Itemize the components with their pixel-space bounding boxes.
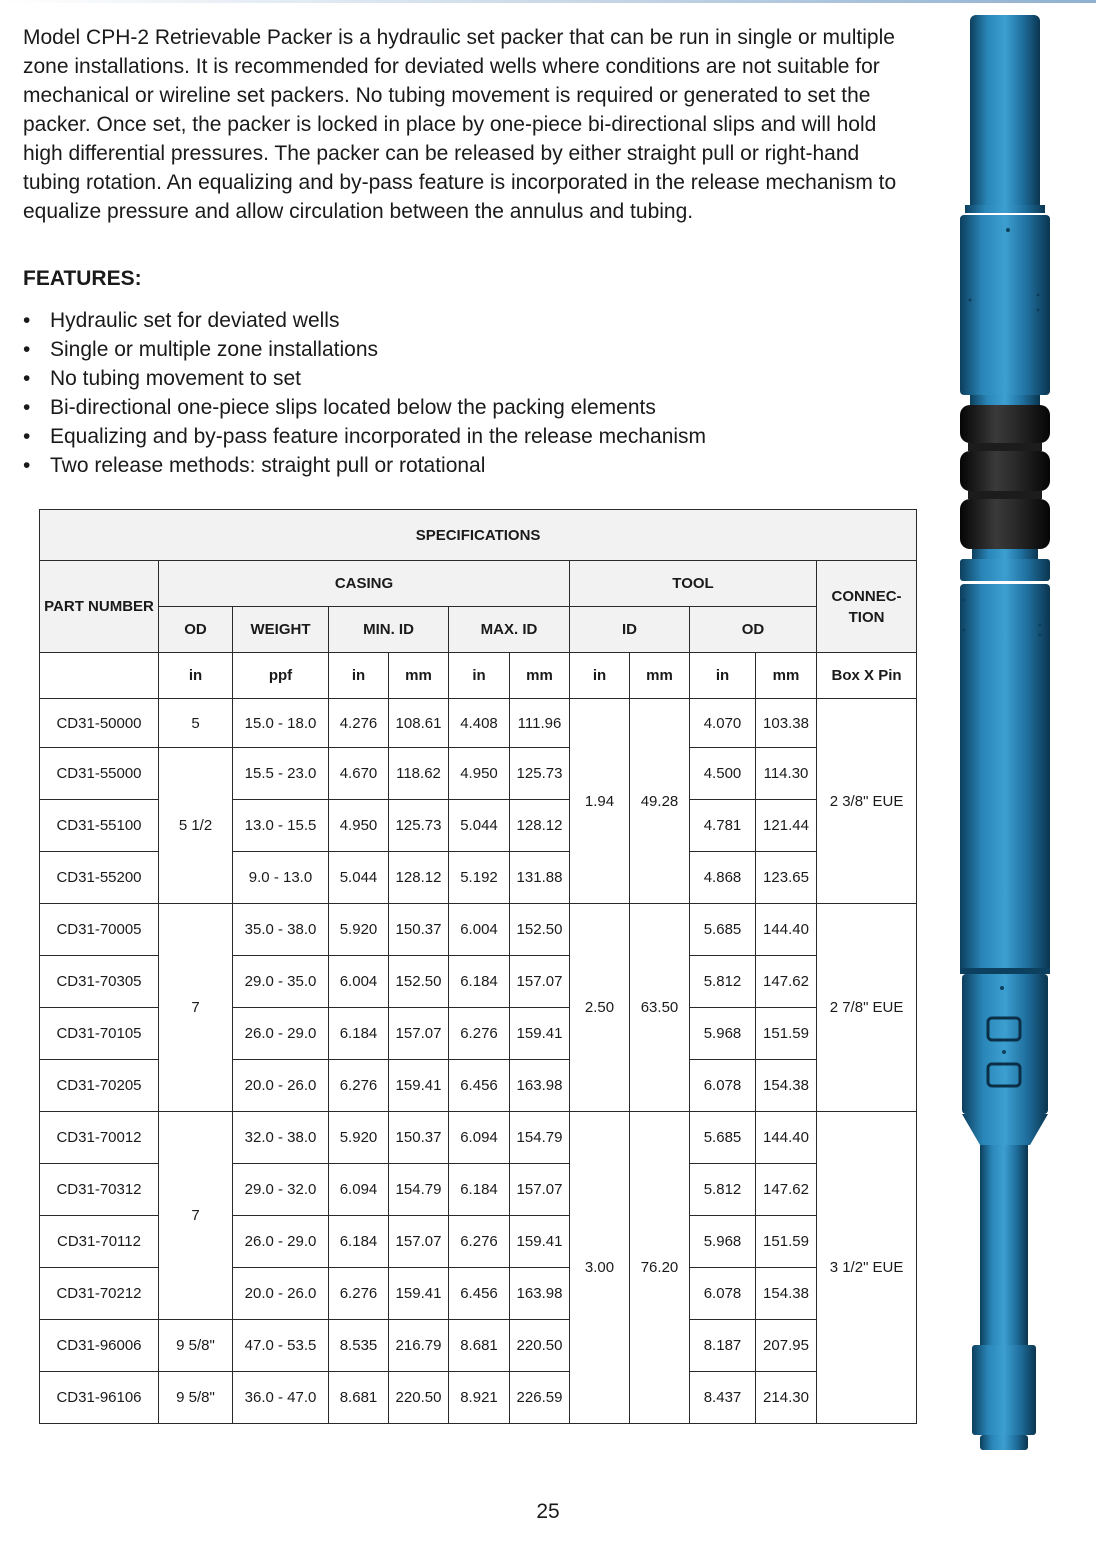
cell-max-in: 5.044 (449, 800, 510, 852)
unit-min-in: in (329, 653, 389, 699)
cell-part: CD31-96106 (40, 1372, 159, 1424)
cell-min-in: 8.681 (329, 1372, 389, 1424)
cell-max-mm: 157.07 (510, 956, 570, 1008)
unit-max-in: in (449, 653, 510, 699)
cell-od-mm: 123.65 (756, 852, 817, 904)
cell-part: CD31-70005 (40, 904, 159, 956)
slip-body (960, 584, 1050, 972)
cell-weight: 20.0 - 26.0 (233, 1268, 329, 1320)
table-row (40, 1320, 917, 1372)
cell-max-in: 4.408 (449, 699, 510, 748)
cell-od-in: 8.437 (690, 1372, 756, 1424)
cell-min-mm: 108.61 (389, 699, 449, 748)
cell-od-in: 4.500 (690, 748, 756, 800)
cell-max-in: 6.094 (449, 1112, 510, 1164)
cell-min-in: 6.184 (329, 1216, 389, 1268)
cell-part: CD31-55200 (40, 852, 159, 904)
cell-part: CD31-70312 (40, 1164, 159, 1216)
cell-max-mm: 152.50 (510, 904, 570, 956)
cell-connection: 2 7/8" EUE (817, 904, 917, 1112)
feature-item (23, 451, 706, 480)
header-max-id: MAX. ID (449, 607, 570, 653)
cell-max-in: 5.192 (449, 852, 510, 904)
cell-part: CD31-70105 (40, 1008, 159, 1060)
unit-id-in: in (570, 653, 630, 699)
header-casing: CASING (159, 561, 570, 607)
header-tool: TOOL (570, 561, 817, 607)
cell-min-mm: 159.41 (389, 1268, 449, 1320)
cell-tool-id-mm: 63.50 (630, 904, 690, 1112)
cell-od-in: 5.685 (690, 1112, 756, 1164)
port-dot (1037, 294, 1040, 297)
cell-weight: 26.0 - 29.0 (233, 1216, 329, 1268)
cell-weight: 29.0 - 32.0 (233, 1164, 329, 1216)
port-dot (963, 629, 966, 632)
cell-part: CD31-96006 (40, 1320, 159, 1372)
bullet-icon: • (23, 454, 31, 477)
cell-casing-od: 9 5/8" (159, 1372, 233, 1424)
cell-max-mm: 111.96 (510, 699, 570, 748)
cell-max-mm: 154.79 (510, 1112, 570, 1164)
cell-od-in: 5.968 (690, 1008, 756, 1060)
table-row (40, 1112, 917, 1164)
feature-text: No tubing movement to set (50, 367, 301, 390)
bottom-pin (980, 1435, 1028, 1450)
cell-od-mm: 214.30 (756, 1372, 817, 1424)
cell-min-mm: 154.79 (389, 1164, 449, 1216)
cell-min-in: 6.276 (329, 1060, 389, 1112)
cell-od-in: 4.781 (690, 800, 756, 852)
port-dot (963, 599, 966, 602)
unit-connection: Box X Pin (817, 653, 917, 699)
cell-max-in: 8.681 (449, 1320, 510, 1372)
header-min-id: MIN. ID (329, 607, 449, 653)
top-sub (970, 15, 1040, 210)
feature-item (23, 335, 706, 364)
feature-text: Equalizing and by-pass feature incorporated in the release mechanism (50, 425, 707, 448)
cell-weight: 9.0 - 13.0 (233, 852, 329, 904)
packing-element (960, 451, 1050, 491)
header-tool-id: ID (570, 607, 690, 653)
cell-od-in: 6.078 (690, 1060, 756, 1112)
cell-weight: 29.0 - 35.0 (233, 956, 329, 1008)
cell-tool-id-mm: 49.28 (630, 699, 690, 904)
element-mandrel (972, 549, 1038, 559)
table-row (40, 699, 917, 748)
port-dot (1000, 986, 1004, 990)
cell-od-mm: 121.44 (756, 800, 817, 852)
cell-tool-id-in: 2.50 (570, 904, 630, 1112)
cell-tool-id-in: 1.94 (570, 699, 630, 904)
cell-max-mm: 226.59 (510, 1372, 570, 1424)
cell-max-in: 6.276 (449, 1216, 510, 1268)
unit-max-mm: mm (510, 653, 570, 699)
header-connection: CONNEC-TION (817, 561, 917, 653)
lower-tubing (980, 1145, 1028, 1345)
cell-min-in: 6.184 (329, 1008, 389, 1060)
cell-od-mm: 103.38 (756, 699, 817, 748)
cell-od-in: 8.187 (690, 1320, 756, 1372)
table-row (40, 904, 917, 956)
header-weight: WEIGHT (233, 607, 329, 653)
cell-min-in: 6.094 (329, 1164, 389, 1216)
cell-min-mm: 157.07 (389, 1216, 449, 1268)
cell-max-mm: 157.07 (510, 1164, 570, 1216)
cell-min-mm: 118.62 (389, 748, 449, 800)
cell-od-mm: 114.30 (756, 748, 817, 800)
cell-min-in: 4.950 (329, 800, 389, 852)
cell-od-mm: 147.62 (756, 956, 817, 1008)
cell-tool-id-mm: 76.20 (630, 1112, 690, 1424)
upper-collar (965, 205, 1045, 213)
cell-od-in: 5.812 (690, 956, 756, 1008)
cell-od-mm: 151.59 (756, 1008, 817, 1060)
cell-part: CD31-70112 (40, 1216, 159, 1268)
bullet-icon: • (23, 309, 31, 332)
cell-min-mm: 220.50 (389, 1372, 449, 1424)
unit-od-in: in (690, 653, 756, 699)
header-part-number: PART NUMBER (40, 561, 159, 653)
cell-part: CD31-70012 (40, 1112, 159, 1164)
cell-max-mm: 159.41 (510, 1008, 570, 1060)
bottom-coupling (972, 1345, 1036, 1435)
cell-weight: 47.0 - 53.5 (233, 1320, 329, 1372)
cell-od-in: 5.968 (690, 1216, 756, 1268)
cell-part: CD31-70305 (40, 956, 159, 1008)
unit-od-mm: mm (756, 653, 817, 699)
cell-part: CD31-70205 (40, 1060, 159, 1112)
unit-min-mm: mm (389, 653, 449, 699)
features-heading: FEATURES: (23, 267, 142, 290)
cell-od-in: 6.078 (690, 1268, 756, 1320)
cell-min-in: 5.920 (329, 904, 389, 956)
element-spacer (968, 443, 1042, 451)
cell-min-mm: 157.07 (389, 1008, 449, 1060)
cell-min-mm: 150.37 (389, 904, 449, 956)
features-list (23, 306, 706, 480)
element-spacer (968, 491, 1042, 499)
cell-min-in: 4.276 (329, 699, 389, 748)
cell-casing-od: 7 (159, 1112, 233, 1320)
feature-text: Single or multiple zone installations (50, 338, 379, 361)
taper (962, 1114, 1048, 1145)
port-dot (1039, 634, 1042, 637)
cell-min-mm: 125.73 (389, 800, 449, 852)
feature-text: Hydraulic set for deviated wells (50, 309, 340, 332)
packing-element (960, 499, 1050, 549)
cell-od-in: 5.812 (690, 1164, 756, 1216)
packing-element (960, 405, 1050, 443)
port-dot (1006, 228, 1010, 232)
cell-max-in: 8.921 (449, 1372, 510, 1424)
page-number: 25 (536, 1500, 560, 1523)
cell-connection: 3 1/2" EUE (817, 1112, 917, 1424)
slip-ring (960, 559, 1050, 581)
cell-min-mm: 128.12 (389, 852, 449, 904)
cell-casing-od: 9 5/8" (159, 1320, 233, 1372)
cell-max-mm: 159.41 (510, 1216, 570, 1268)
cell-max-in: 6.184 (449, 1164, 510, 1216)
top-rule (0, 0, 1096, 3)
cell-min-mm: 216.79 (389, 1320, 449, 1372)
cell-weight: 13.0 - 15.5 (233, 800, 329, 852)
unit-id-mm: mm (630, 653, 690, 699)
unit-weight: ppf (233, 653, 329, 699)
cell-casing-od: 5 1/2 (159, 748, 233, 904)
port-dot (969, 299, 972, 302)
bullet-icon: • (23, 396, 31, 419)
cell-od-mm: 207.95 (756, 1320, 817, 1372)
cell-max-in: 4.950 (449, 748, 510, 800)
cell-od-in: 4.868 (690, 852, 756, 904)
bullet-icon: • (23, 367, 31, 390)
cell-od-mm: 144.40 (756, 1112, 817, 1164)
cell-min-in: 8.535 (329, 1320, 389, 1372)
cell-weight: 32.0 - 38.0 (233, 1112, 329, 1164)
port-dot (1002, 1050, 1006, 1054)
cell-max-in: 6.184 (449, 956, 510, 1008)
cell-max-mm: 163.98 (510, 1268, 570, 1320)
bottom-housing (962, 974, 1048, 1114)
cell-min-mm: 152.50 (389, 956, 449, 1008)
table-title: SPECIFICATIONS (40, 510, 917, 561)
cell-od-mm: 144.40 (756, 904, 817, 956)
cell-casing-od: 7 (159, 904, 233, 1112)
cell-weight: 15.0 - 18.0 (233, 699, 329, 748)
cell-max-in: 6.276 (449, 1008, 510, 1060)
cell-part: CD31-55100 (40, 800, 159, 852)
cell-casing-od: 5 (159, 699, 233, 748)
packer-tool-illustration (950, 10, 1060, 1455)
cell-od-in: 4.070 (690, 699, 756, 748)
cell-weight: 26.0 - 29.0 (233, 1008, 329, 1060)
feature-text: Bi-directional one-piece slips located below the packing elements (50, 396, 656, 419)
cell-od-in: 5.685 (690, 904, 756, 956)
port-dot (1039, 624, 1042, 627)
cell-tool-id-in: 3.00 (570, 1112, 630, 1424)
cell-weight: 20.0 - 26.0 (233, 1060, 329, 1112)
cell-connection: 2 3/8" EUE (817, 699, 917, 904)
cell-od-mm: 147.62 (756, 1164, 817, 1216)
cell-max-in: 6.456 (449, 1060, 510, 1112)
feature-item (23, 364, 706, 393)
upper-body (960, 215, 1050, 395)
cell-part: CD31-55000 (40, 748, 159, 800)
table-row (40, 748, 917, 800)
cell-od-mm: 154.38 (756, 1268, 817, 1320)
bullet-icon: • (23, 338, 31, 361)
cell-max-mm: 128.12 (510, 800, 570, 852)
feature-item (23, 422, 706, 451)
cell-od-mm: 151.59 (756, 1216, 817, 1268)
body-band (960, 968, 1050, 974)
cell-min-mm: 150.37 (389, 1112, 449, 1164)
header-tool-od: OD (690, 607, 817, 653)
cell-weight: 15.5 - 23.0 (233, 748, 329, 800)
cell-max-mm: 163.98 (510, 1060, 570, 1112)
cell-max-in: 6.004 (449, 904, 510, 956)
intro-paragraph: Model CPH-2 Retrievable Packer is a hydraulic set packer that can be run in single or multiple zone installations. It is recommended for deviated wells where conditions are not suitable for mechanical or wireline set packers. No tubing movement is required or generated to set the packer. Once set, the packer is locked in place by one-piece bi-directional slips and will hold high differential pressures. The packer can be released by either straight pull or right-hand tubing rotation. An equalizing and by-pass feature is incorporated in the release mechanism to equalize pressure and allow circulation between the annulus and tubing. (23, 26, 897, 223)
header-casing-od: OD (159, 607, 233, 653)
specifications-table (39, 509, 917, 1424)
cell-part: CD31-70212 (40, 1268, 159, 1320)
table-row (40, 1372, 917, 1424)
unit-blank (40, 653, 159, 699)
feature-item (23, 306, 706, 335)
unit-casing-od: in (159, 653, 233, 699)
port-dot (1037, 309, 1040, 312)
cell-part: CD31-50000 (40, 699, 159, 748)
cell-min-in: 6.004 (329, 956, 389, 1008)
feature-item (23, 393, 706, 422)
feature-text: Two release methods: straight pull or rotational (50, 454, 486, 477)
bullet-icon: • (23, 425, 31, 448)
cell-min-mm: 159.41 (389, 1060, 449, 1112)
cell-min-in: 4.670 (329, 748, 389, 800)
cell-min-in: 5.920 (329, 1112, 389, 1164)
cell-max-mm: 131.88 (510, 852, 570, 904)
cell-max-mm: 125.73 (510, 748, 570, 800)
cell-min-in: 6.276 (329, 1268, 389, 1320)
cell-od-mm: 154.38 (756, 1060, 817, 1112)
cell-max-mm: 220.50 (510, 1320, 570, 1372)
cell-max-in: 6.456 (449, 1268, 510, 1320)
cell-weight: 36.0 - 47.0 (233, 1372, 329, 1424)
cell-min-in: 5.044 (329, 852, 389, 904)
cell-weight: 35.0 - 38.0 (233, 904, 329, 956)
